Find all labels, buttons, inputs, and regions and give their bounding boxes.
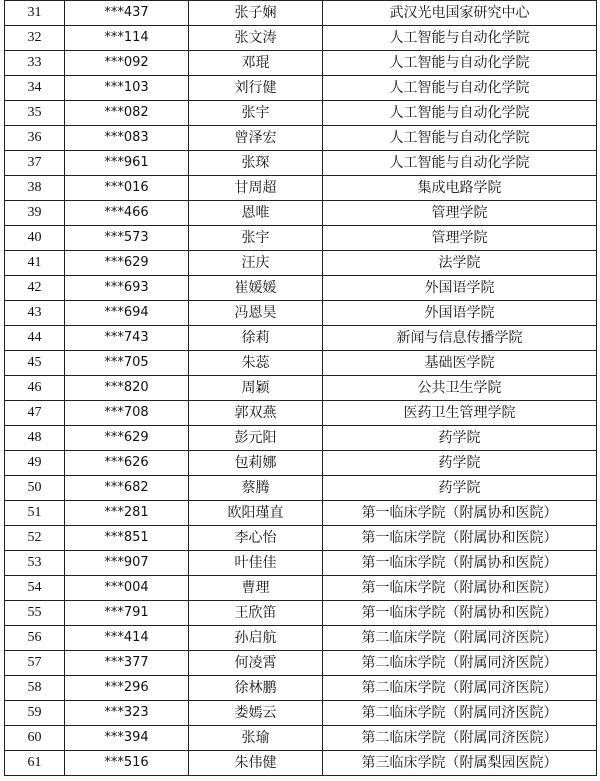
student-id: ***323 bbox=[65, 701, 189, 726]
row-number: 56 bbox=[5, 626, 65, 651]
row-number: 39 bbox=[5, 201, 65, 226]
student-id: ***394 bbox=[65, 726, 189, 751]
row-number: 35 bbox=[5, 101, 65, 126]
table-row bbox=[5, 551, 597, 576]
table-row bbox=[5, 726, 597, 751]
table-row bbox=[5, 451, 597, 476]
table-row bbox=[5, 1, 597, 26]
student-name: 张子娴 bbox=[189, 1, 323, 26]
student-id: ***743 bbox=[65, 326, 189, 351]
row-number: 44 bbox=[5, 326, 65, 351]
student-name: 孙启航 bbox=[189, 626, 323, 651]
student-id: ***296 bbox=[65, 676, 189, 701]
student-name: 崔媛媛 bbox=[189, 276, 323, 301]
department: 集成电路学院 bbox=[323, 176, 597, 201]
row-number: 31 bbox=[5, 1, 65, 26]
department: 管理学院 bbox=[323, 226, 597, 251]
student-name: 徐林鹏 bbox=[189, 676, 323, 701]
table-row bbox=[5, 476, 597, 501]
student-id: ***092 bbox=[65, 51, 189, 76]
row-number: 41 bbox=[5, 251, 65, 276]
student-name: 徐莉 bbox=[189, 326, 323, 351]
table-row bbox=[5, 376, 597, 401]
table-row bbox=[5, 576, 597, 601]
department: 新闻与信息传播学院 bbox=[323, 326, 597, 351]
student-name: 彭元阳 bbox=[189, 426, 323, 451]
table-row bbox=[5, 351, 597, 376]
row-number: 33 bbox=[5, 51, 65, 76]
department: 第一临床学院（附属协和医院） bbox=[323, 576, 597, 601]
row-number: 48 bbox=[5, 426, 65, 451]
row-number: 42 bbox=[5, 276, 65, 301]
student-id: ***820 bbox=[65, 376, 189, 401]
table-row bbox=[5, 501, 597, 526]
table-row bbox=[5, 176, 597, 201]
student-name: 娄嫣云 bbox=[189, 701, 323, 726]
table-row bbox=[5, 51, 597, 76]
student-name: 邓琨 bbox=[189, 51, 323, 76]
table-row bbox=[5, 151, 597, 176]
student-name: 何凌霄 bbox=[189, 651, 323, 676]
student-id: ***705 bbox=[65, 351, 189, 376]
department: 医药卫生管理学院 bbox=[323, 401, 597, 426]
department: 武汉光电国家研究中心 bbox=[323, 1, 597, 26]
row-number: 53 bbox=[5, 551, 65, 576]
student-name: 甘周超 bbox=[189, 176, 323, 201]
department: 第一临床学院（附属协和医院） bbox=[323, 601, 597, 626]
department: 第二临床学院（附属同济医院） bbox=[323, 701, 597, 726]
table-row bbox=[5, 401, 597, 426]
student-id: ***708 bbox=[65, 401, 189, 426]
student-id: ***629 bbox=[65, 426, 189, 451]
department: 第一临床学院（附属协和医院） bbox=[323, 526, 597, 551]
student-id: ***851 bbox=[65, 526, 189, 551]
student-id: ***281 bbox=[65, 501, 189, 526]
row-number: 51 bbox=[5, 501, 65, 526]
student-name: 朱蕊 bbox=[189, 351, 323, 376]
student-name: 叶佳佳 bbox=[189, 551, 323, 576]
row-number: 58 bbox=[5, 676, 65, 701]
table-row bbox=[5, 251, 597, 276]
table-row bbox=[5, 226, 597, 251]
department: 第二临床学院（附属同济医院） bbox=[323, 726, 597, 751]
row-number: 60 bbox=[5, 726, 65, 751]
student-name: 周颖 bbox=[189, 376, 323, 401]
row-number: 40 bbox=[5, 226, 65, 251]
student-name: 张宇 bbox=[189, 226, 323, 251]
table-row bbox=[5, 101, 597, 126]
student-name: 包莉娜 bbox=[189, 451, 323, 476]
department: 药学院 bbox=[323, 451, 597, 476]
table-row bbox=[5, 26, 597, 51]
student-name: 李心怡 bbox=[189, 526, 323, 551]
student-name: 张宇 bbox=[189, 101, 323, 126]
student-name: 张琛 bbox=[189, 151, 323, 176]
row-number: 52 bbox=[5, 526, 65, 551]
student-id: ***083 bbox=[65, 126, 189, 151]
student-id: ***629 bbox=[65, 251, 189, 276]
row-number: 57 bbox=[5, 651, 65, 676]
row-number: 38 bbox=[5, 176, 65, 201]
department: 人工智能与自动化学院 bbox=[323, 151, 597, 176]
student-name: 蔡腾 bbox=[189, 476, 323, 501]
department: 第三临床学院（附属梨园医院） bbox=[323, 751, 597, 776]
student-name: 汪庆 bbox=[189, 251, 323, 276]
row-number: 55 bbox=[5, 601, 65, 626]
department: 第一临床学院（附属协和医院） bbox=[323, 501, 597, 526]
student-id: ***414 bbox=[65, 626, 189, 651]
table-row bbox=[5, 651, 597, 676]
table-row bbox=[5, 326, 597, 351]
row-number: 32 bbox=[5, 26, 65, 51]
student-id: ***377 bbox=[65, 651, 189, 676]
student-id: ***626 bbox=[65, 451, 189, 476]
department: 法学院 bbox=[323, 251, 597, 276]
row-number: 50 bbox=[5, 476, 65, 501]
table-row bbox=[5, 276, 597, 301]
student-id: ***516 bbox=[65, 751, 189, 776]
department: 人工智能与自动化学院 bbox=[323, 26, 597, 51]
department: 药学院 bbox=[323, 426, 597, 451]
department: 人工智能与自动化学院 bbox=[323, 51, 597, 76]
row-number: 54 bbox=[5, 576, 65, 601]
table-row bbox=[5, 301, 597, 326]
department: 第一临床学院（附属协和医院） bbox=[323, 551, 597, 576]
table-row bbox=[5, 201, 597, 226]
row-number: 47 bbox=[5, 401, 65, 426]
table-row bbox=[5, 126, 597, 151]
department: 基础医学院 bbox=[323, 351, 597, 376]
row-number: 45 bbox=[5, 351, 65, 376]
table-row bbox=[5, 676, 597, 701]
department: 第二临床学院（附属同济医院） bbox=[323, 651, 597, 676]
student-id: ***114 bbox=[65, 26, 189, 51]
student-name: 曹理 bbox=[189, 576, 323, 601]
row-number: 59 bbox=[5, 701, 65, 726]
student-name: 欧阳瑾直 bbox=[189, 501, 323, 526]
table-body bbox=[5, 1, 597, 776]
student-id: ***907 bbox=[65, 551, 189, 576]
student-id: ***082 bbox=[65, 101, 189, 126]
department: 第二临床学院（附属同济医院） bbox=[323, 676, 597, 701]
student-name: 恩唯 bbox=[189, 201, 323, 226]
department: 人工智能与自动化学院 bbox=[323, 126, 597, 151]
student-id: ***961 bbox=[65, 151, 189, 176]
department: 外国语学院 bbox=[323, 276, 597, 301]
table-row bbox=[5, 601, 597, 626]
student-name: 王欣笛 bbox=[189, 601, 323, 626]
row-number: 61 bbox=[5, 751, 65, 776]
department: 管理学院 bbox=[323, 201, 597, 226]
student-id: ***103 bbox=[65, 76, 189, 101]
student-id: ***791 bbox=[65, 601, 189, 626]
table-row bbox=[5, 751, 597, 776]
row-number: 43 bbox=[5, 301, 65, 326]
row-number: 46 bbox=[5, 376, 65, 401]
department: 公共卫生学院 bbox=[323, 376, 597, 401]
student-id: ***694 bbox=[65, 301, 189, 326]
student-name: 刘行健 bbox=[189, 76, 323, 101]
department: 外国语学院 bbox=[323, 301, 597, 326]
table-row bbox=[5, 426, 597, 451]
results-table bbox=[4, 0, 597, 776]
table-row bbox=[5, 626, 597, 651]
student-id: ***466 bbox=[65, 201, 189, 226]
student-name: 张文涛 bbox=[189, 26, 323, 51]
row-number: 34 bbox=[5, 76, 65, 101]
table-row bbox=[5, 76, 597, 101]
student-id: ***004 bbox=[65, 576, 189, 601]
table-row bbox=[5, 526, 597, 551]
student-id: ***437 bbox=[65, 1, 189, 26]
student-name: 冯恩昊 bbox=[189, 301, 323, 326]
student-id: ***016 bbox=[65, 176, 189, 201]
student-id: ***682 bbox=[65, 476, 189, 501]
department: 药学院 bbox=[323, 476, 597, 501]
student-name: 朱伟健 bbox=[189, 751, 323, 776]
student-id: ***693 bbox=[65, 276, 189, 301]
row-number: 36 bbox=[5, 126, 65, 151]
row-number: 37 bbox=[5, 151, 65, 176]
department: 人工智能与自动化学院 bbox=[323, 101, 597, 126]
student-name: 张瑜 bbox=[189, 726, 323, 751]
row-number: 49 bbox=[5, 451, 65, 476]
student-id: ***573 bbox=[65, 226, 189, 251]
table-row bbox=[5, 701, 597, 726]
student-name: 郭双燕 bbox=[189, 401, 323, 426]
student-name: 曾泽宏 bbox=[189, 126, 323, 151]
department: 第二临床学院（附属同济医院） bbox=[323, 626, 597, 651]
department: 人工智能与自动化学院 bbox=[323, 76, 597, 101]
